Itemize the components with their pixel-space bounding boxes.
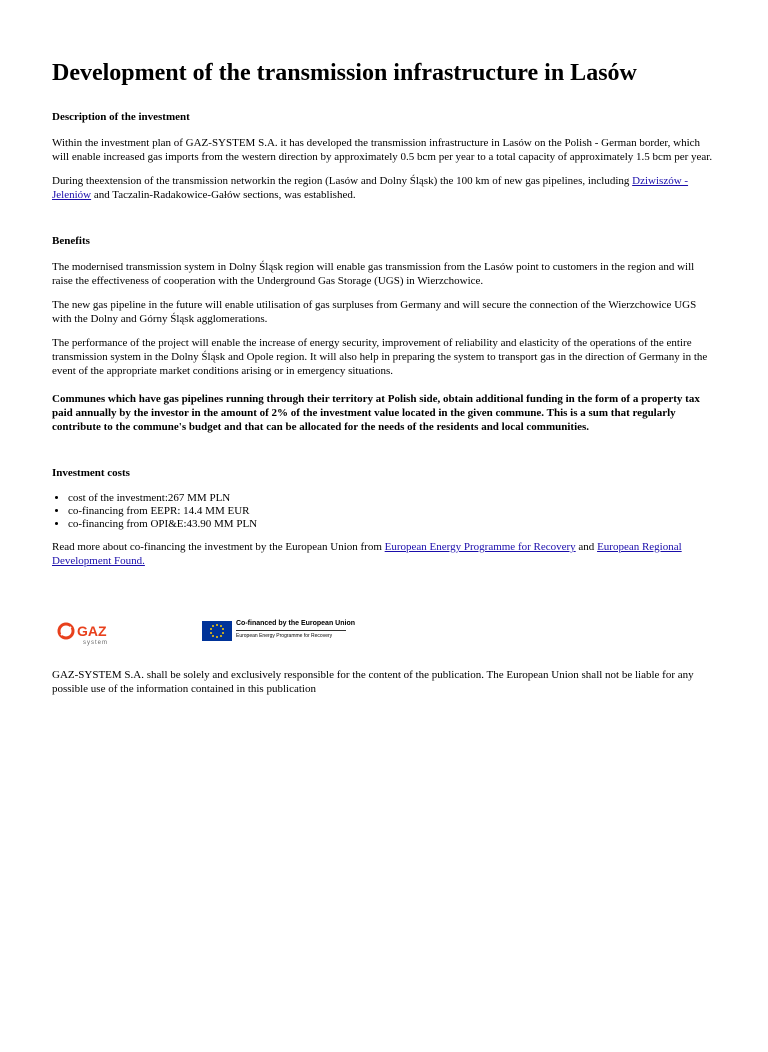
logos-row xyxy=(52,619,716,649)
eu-logo-title: Co-financed by the European Union xyxy=(236,620,356,627)
gaz-system-logo-icon xyxy=(57,621,137,647)
gaz-system-logo xyxy=(57,621,137,647)
list-item: • cost of the investment:267 MM PLN xyxy=(68,492,716,505)
page-title: Development of the transmission infrastructure in Lasów xyxy=(52,60,637,86)
erdf-link[interactable]: European Regional Development Found. xyxy=(52,541,682,567)
benefits-paragraph-3: The performance of the project will enable the increase of energy security, improvement of reliability and elasticity of the operations of the entire transmission system in the Dolny Śląsk and Opole region. It will also help in preparing the system to transport gas in the direction of Germany in the event of the appropriate market conditions arising or in emergency situations. xyxy=(52,337,708,377)
costs-list xyxy=(52,492,716,531)
description-paragraph-2 xyxy=(52,174,716,202)
eepr-link[interactable]: European Energy Programme for Recovery xyxy=(384,541,576,553)
eu-logo-divider xyxy=(236,630,346,631)
list-item: • co-financing from EEPR: 14.4 MM EUR xyxy=(68,505,716,518)
benefits-paragraph-1: The modernised transmission system in Dolny Śląsk region will enable gas transmission from the Lasów point to customers in the region and will raise the effectiveness of cooperation with the Underground Gas Storage (UGS) in Wierzchowice. xyxy=(52,261,695,287)
description-p2-before: During theextension of the transmission networkin the region (Lasów and Dolny Śląsk) the 100 km of new gas pipelines, including xyxy=(52,175,633,187)
eu-logo-subtitle: European Energy Programme for Recovery xyxy=(236,633,333,639)
dziwiszow-jeleniow-link[interactable]: Dziwiszów - Jeleniów xyxy=(52,175,689,201)
description-heading: Description of the investment xyxy=(52,111,190,123)
description-p2-after: and Taczalin-Radakowice-Gałów sections, was established. xyxy=(91,189,356,201)
eu-cofinanced-logo xyxy=(202,619,402,645)
read-more-mid: and xyxy=(575,541,598,553)
benefits-heading: Benefits xyxy=(52,235,90,247)
read-more-paragraph xyxy=(52,540,716,568)
eu-flag-icon xyxy=(202,621,232,641)
costs-heading: Investment costs xyxy=(52,467,130,479)
list-item: • co-financing from OPI&E:43.90 MM PLN xyxy=(68,518,716,531)
benefits-paragraph-4: Communes which have gas pipelines running through their territory at Polish side, obtain additional funding in the form of a property tax paid annually by the investor in the amount of 2% of the investment value located in the given commune. This is a sum that regularly contribute to the commune's budget and that can be allocated for the needs of the residents and local communities. xyxy=(52,393,700,433)
gaz-logo-subtext: system xyxy=(83,640,109,646)
benefits-paragraph-2: The new gas pipeline in the future will enable utilisation of gas surpluses from Germany and will secure the connection of the Wierzchowice UGS with the Dolny and Górny Śląsk agglomerations. xyxy=(52,299,697,325)
description-paragraph-1: Within the investment plan of GAZ-SYSTEM S.A. it has developed the transmission infrastructure in Lasów on the Polish - German border, which will enable increased gas imports from the western direction by approximately 0.5 bcm per year to a total capacity of approximately 1.5 bcm per year. xyxy=(52,137,713,163)
document-page xyxy=(0,58,768,696)
gaz-logo-text: GAZ xyxy=(77,623,107,639)
read-more-before: Read more about co-financing the investment by the European Union from xyxy=(52,541,385,553)
disclaimer: GAZ-SYSTEM S.A. shall be solely and exclusively responsible for the content of the publication. The European Union shall not be liable for any possible use of the information contained in this publication xyxy=(52,669,694,695)
